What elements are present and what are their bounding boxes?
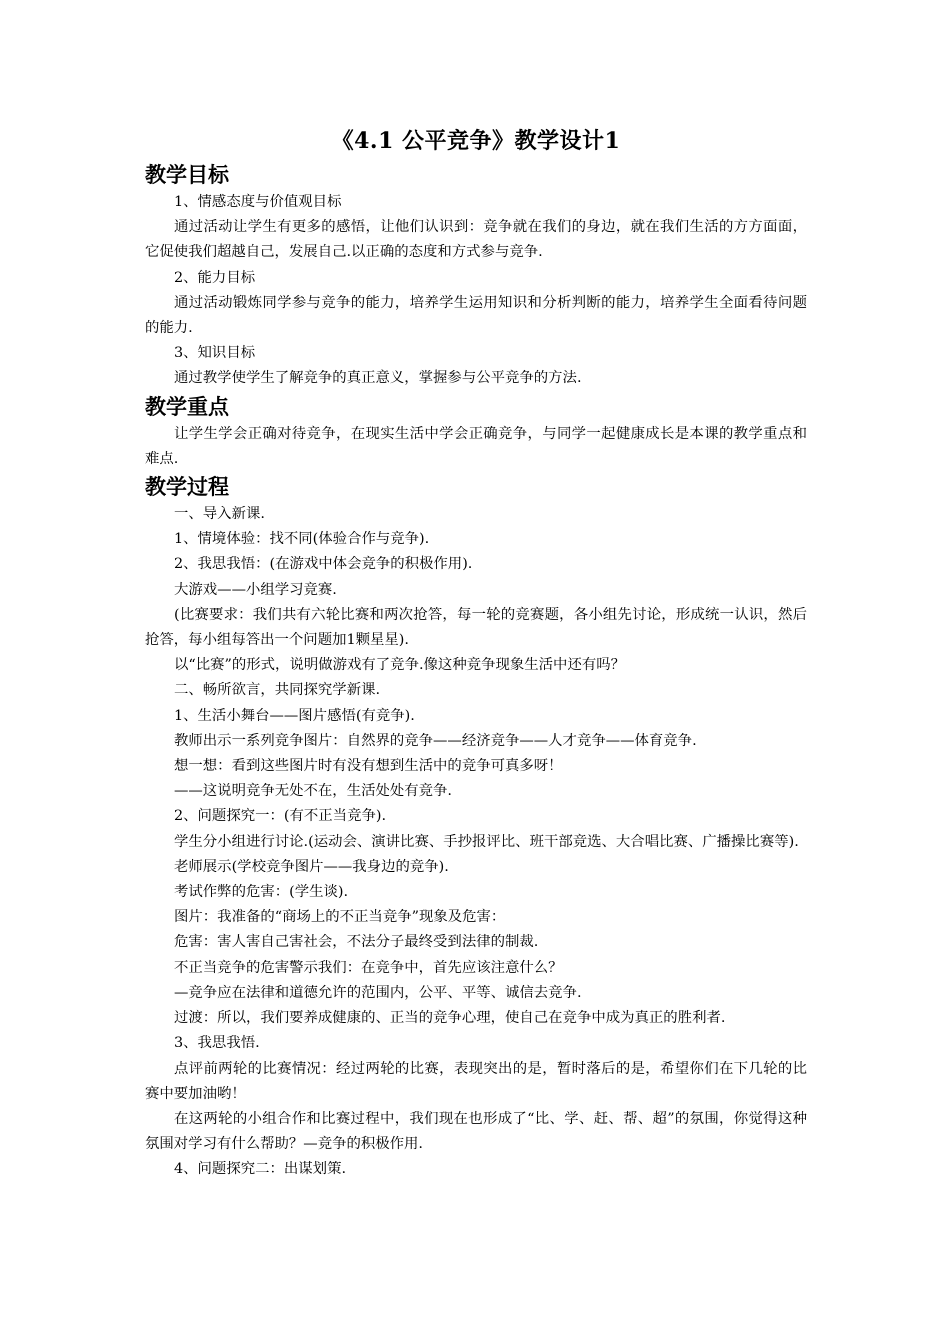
paragraph: 3、知识目标 bbox=[174, 345, 256, 362]
paragraph: 考试作弊的危害：(学生谈). bbox=[174, 884, 349, 901]
paragraph: (比赛要求：我们共有六轮比赛和两次抢答，每一轮的竞赛题，各小组先讨论，形成统一认识，然后抢答，每小组每答出一个问题加1颗星星). bbox=[145, 606, 807, 649]
document-body bbox=[145, 160, 807, 1183]
section bbox=[145, 392, 807, 472]
paragraph: 4、问题探究二：出谋划策. bbox=[174, 1161, 347, 1178]
paragraph: ——这说明竞争无处不在，生活处处有竞争. bbox=[174, 783, 452, 800]
paragraph: 图片：我准备的“商场上的不正当竞争”现象及危害： bbox=[174, 909, 506, 926]
paragraph: 2、问题探究一：(有不正当竞争). bbox=[174, 808, 387, 825]
paragraph: 危害：害人害自己害社会，不法分子最终受到法律的制裁. bbox=[174, 934, 539, 951]
paragraph: 点评前两轮的比赛情况：经过两轮的比赛，表现突出的是，暂时落后的是，希望你们在下几轮的比赛中要加油哟！ bbox=[145, 1060, 807, 1102]
paragraph: 通过活动锻炼同学参与竞争的能力，培养学生运用知识和分析判断的能力，培养学生全面看待问题的能力. bbox=[145, 294, 807, 337]
section-heading: 教学目标 bbox=[145, 163, 229, 187]
paragraph: 不正当竞争的危害警示我们：在竞争中，首先应该注意什么？ bbox=[174, 959, 563, 976]
paragraph: 1、情境体验：找不同(体验合作与竞争). bbox=[174, 531, 430, 548]
paragraph: 在这两轮的小组合作和比赛过程中，我们现在也形成了“比、学、赶、帮、超”的氛围，你觉得这种氛围对学习有什么帮助？—竞争的积极作用. bbox=[145, 1110, 807, 1153]
paragraph: —竞争应在法律和道德允许的范围内，公平、平等、诚信去竞争. bbox=[174, 984, 582, 1001]
section bbox=[145, 160, 807, 392]
paragraph: 1、情感态度与价值观目标 bbox=[174, 194, 342, 210]
paragraph: 过渡：所以，我们要养成健康的、正当的竞争心理，使自己在竞争中成为真正的胜利者. bbox=[174, 1010, 726, 1027]
paragraph: 3、我思我悟. bbox=[174, 1035, 260, 1052]
paragraph: 1、生活小舞台——图片感悟(有竞争). bbox=[174, 707, 415, 724]
paragraph: 大游戏——小组学习竞赛. bbox=[174, 581, 337, 598]
paragraph: 一、导入新课. bbox=[174, 506, 265, 523]
paragraph: 学生分小组进行讨论.(运动会、演讲比赛、手抄报评比、班干部竞选、大合唱比赛、广播操比赛等). bbox=[174, 833, 799, 850]
paragraph: 以“比赛”的形式，说明做游戏有了竞争.像这种竞争现象生活中还有吗？ bbox=[174, 657, 626, 674]
paragraph: 2、能力目标 bbox=[174, 269, 256, 286]
paragraph: 让学生学会正确对待竞争，在现实生活中学会正确竞争，与同学一起健康成长是本课的教学重点和难点. bbox=[145, 425, 807, 467]
paragraph: 老师展示(学校竞争图片——我身边的竞争). bbox=[174, 858, 449, 875]
section-heading: 教学重点 bbox=[145, 394, 229, 419]
paragraph: 通过活动让学生有更多的感悟，让他们认识到：竞争就在我们的身边，就在我们生活的方方面面，它促使我们超越自己，发展自己.以正确的态度和方式参与竞争. bbox=[145, 219, 807, 261]
paragraph: 2、我思我悟：(在游戏中体会竞争的积极作用). bbox=[174, 556, 473, 573]
section-heading: 教学过程 bbox=[145, 475, 229, 500]
document-page bbox=[145, 124, 807, 1183]
paragraph: 教师出示一系列竞争图片：自然界的竞争——经济竞争——人才竞争——体育竞争. bbox=[174, 732, 697, 749]
document-title: 《4.1 公平竞争》教学设计1 bbox=[331, 128, 621, 154]
section bbox=[145, 472, 807, 1182]
paragraph: 想一想：看到这些图片时有没有想到生活中的竞争可真多呀！ bbox=[174, 758, 563, 775]
paragraph: 二、畅所欲言，共同探究学新课. bbox=[174, 682, 381, 699]
paragraph: 通过教学使学生了解竞争的真正意义，掌握参与公平竞争的方法. bbox=[174, 370, 582, 387]
